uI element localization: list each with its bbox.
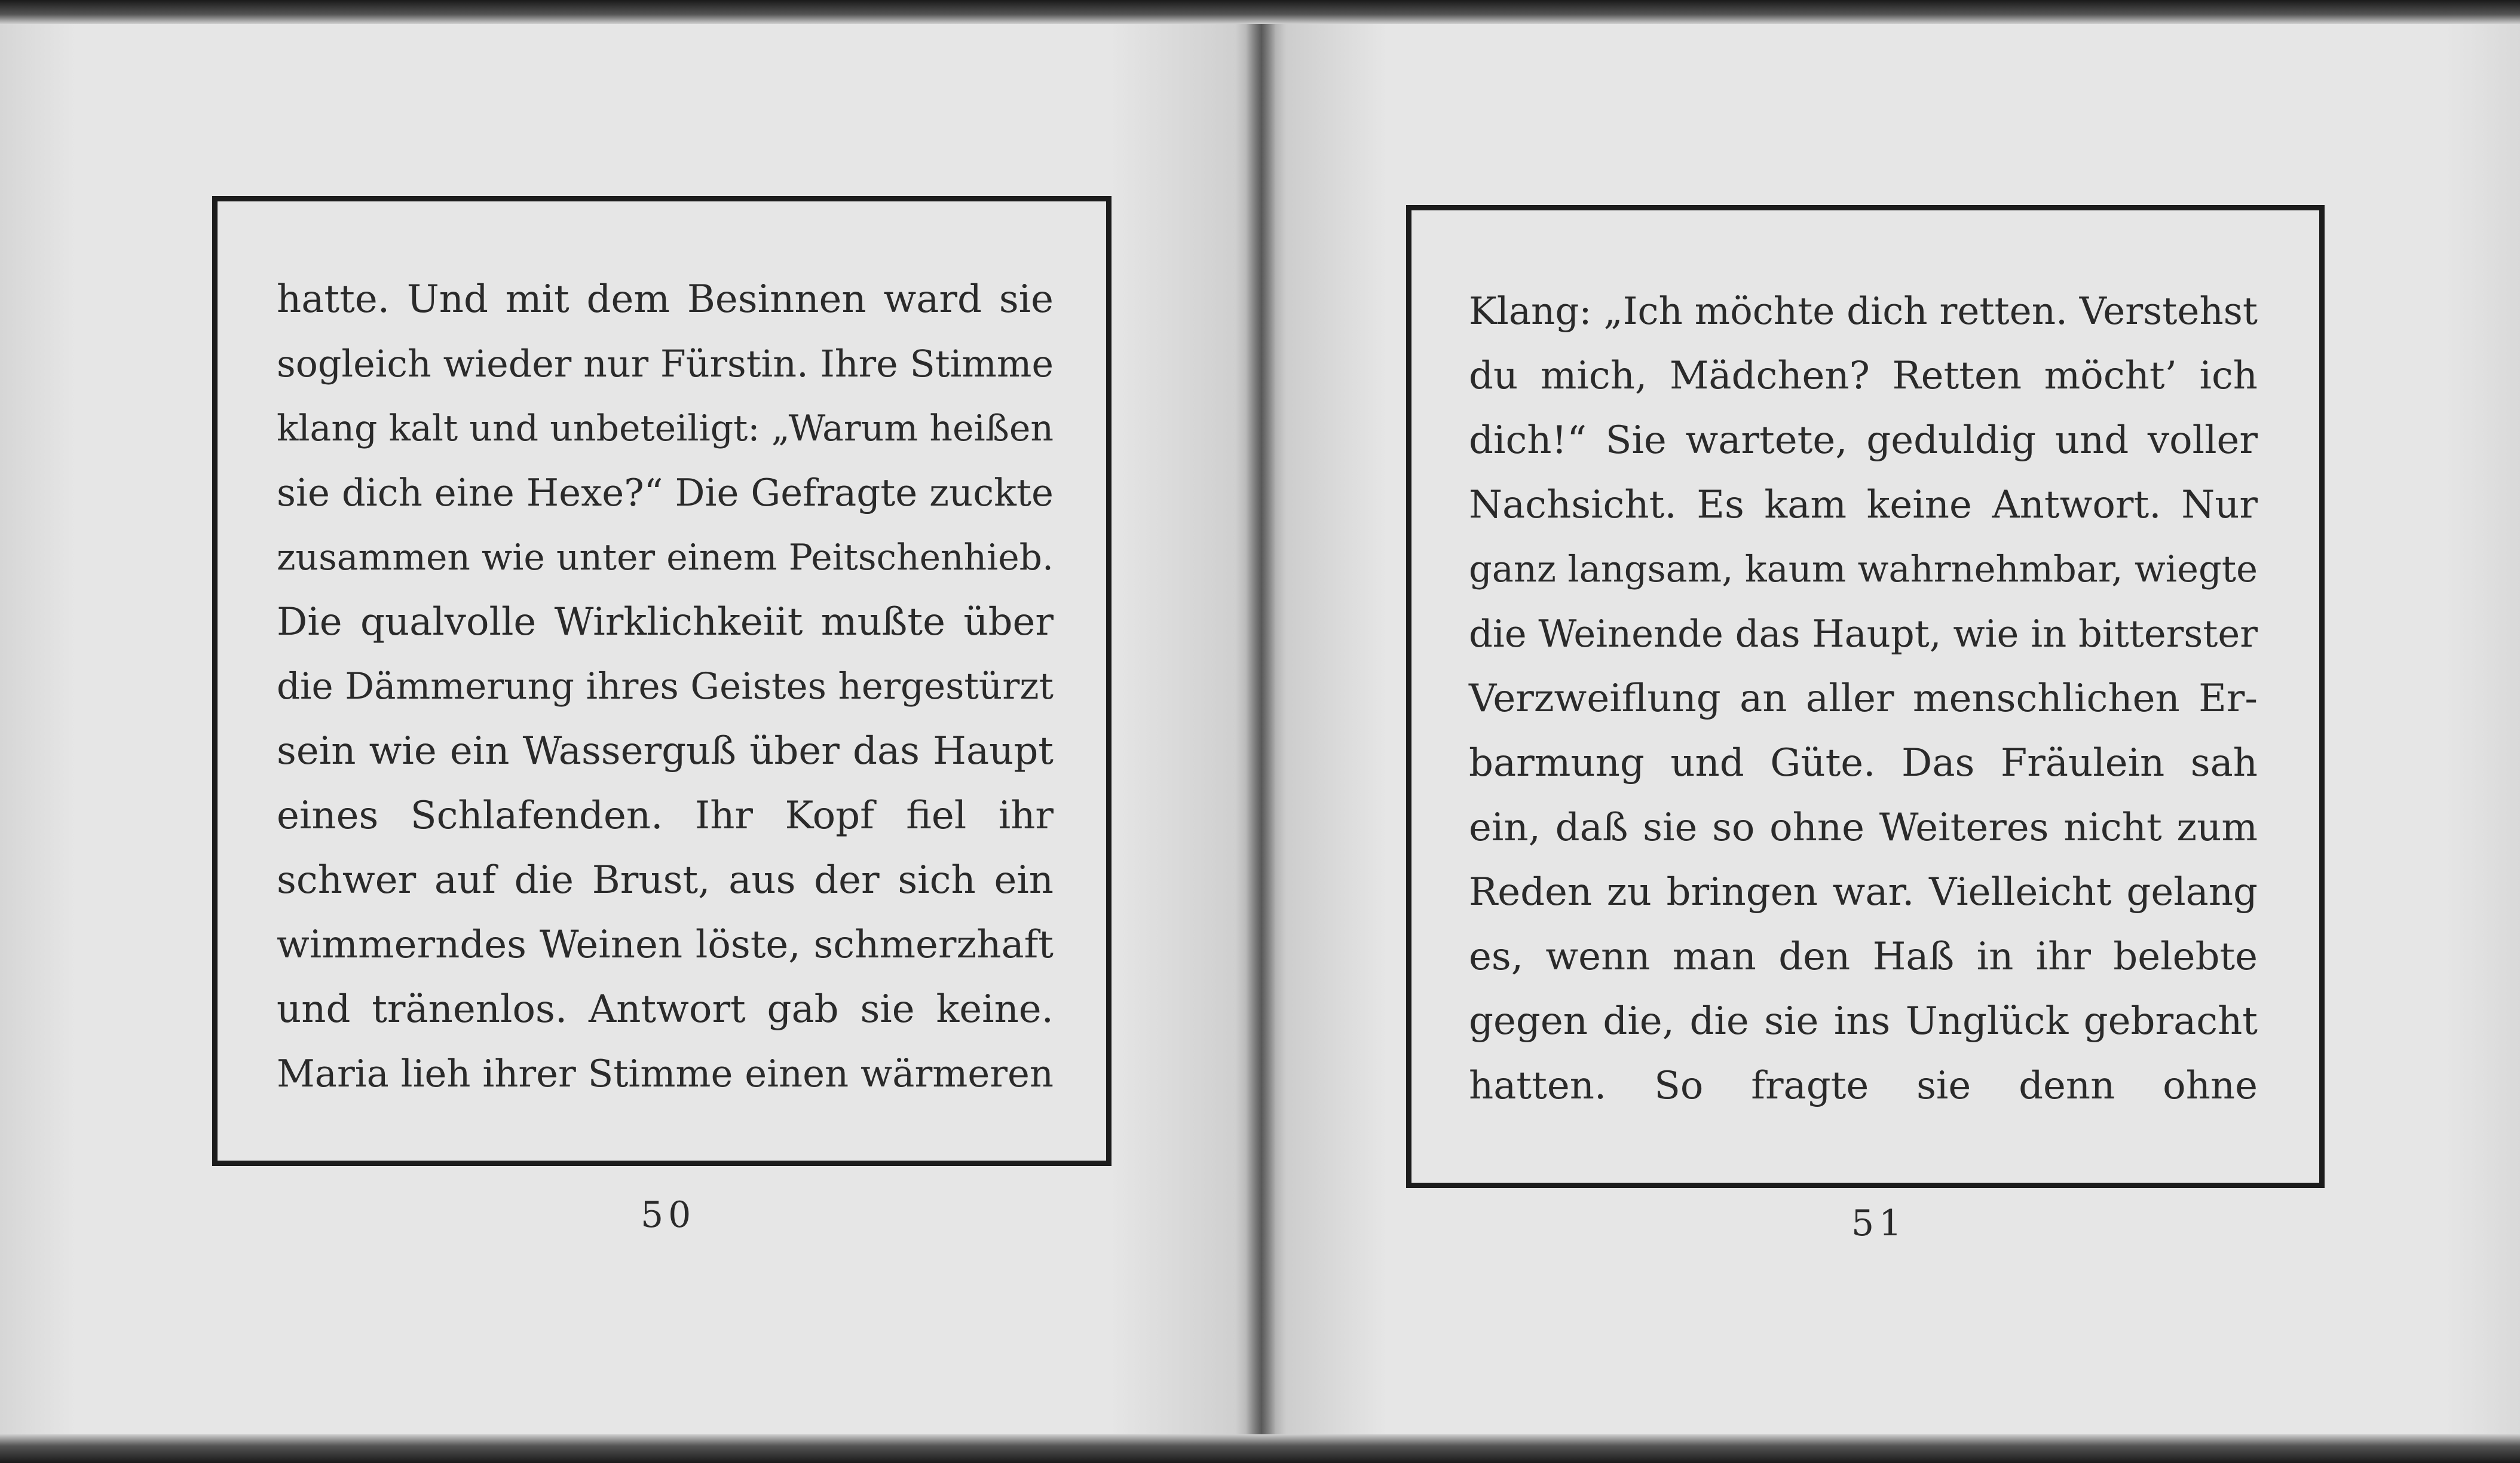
text-line: und tränenlos. Antwort gab sie keine. bbox=[277, 987, 1054, 1032]
scan-bottom-edge bbox=[0, 1434, 2520, 1463]
text-line: Verzweiflung an aller menschlichen Er- bbox=[1469, 677, 2258, 721]
text-line: ganz langsam, kaum wahrnehmbar, wiegte bbox=[1469, 549, 2258, 590]
book-gutter bbox=[1246, 24, 1276, 1434]
text-line: hatte. Und mit dem Besinnen ward sie bbox=[277, 277, 1054, 322]
text-line: Reden zu bringen war. Vielleicht gelang bbox=[1469, 870, 2258, 914]
text-line: wimmerndes Weinen löste, schmerzhaft bbox=[277, 923, 1054, 967]
text-line: Nachsicht. Es kam keine Antwort. Nur bbox=[1469, 483, 2258, 527]
left-page-text bbox=[277, 267, 1054, 1106]
page-number-right: 51 bbox=[1851, 1202, 1907, 1244]
text-line: eines Schlafenden. Ihr Kopf fiel ihr bbox=[277, 794, 1054, 838]
text-line: Maria lieh ihrer Stimme einen wärmeren bbox=[277, 1052, 1054, 1095]
text-line: die Dämmerung ihres Geistes hergestürzt bbox=[277, 665, 1054, 708]
text-line: du mich, Mädchen? Retten möcht’ ich bbox=[1469, 354, 2258, 398]
text-line: hatten. So fragte sie denn ohne bbox=[1469, 1064, 2258, 1108]
text-line: Die qualvolle Wirklichkeiit mußte über bbox=[277, 600, 1054, 644]
page-number-left: 50 bbox=[641, 1194, 696, 1236]
text-line: Klang: „Ich möchte dich retten. Verstehst bbox=[1469, 289, 2258, 333]
text-line: barmung und Güte. Das Fräulein sah bbox=[1469, 741, 2258, 785]
text-line: die Weinende das Haupt, wie in bitterster bbox=[1469, 612, 2258, 656]
text-line: ein, daß sie so ohne Weiteres nicht zum bbox=[1469, 806, 2258, 850]
text-line: schwer auf die Brust, aus der sich ein bbox=[277, 858, 1054, 902]
text-line: es, wenn man den Haß in ihr belebte bbox=[1469, 935, 2258, 979]
text-line: klang kalt und unbeteiligt: „Warum heißen bbox=[277, 408, 1054, 449]
text-line: sein wie ein Wasserguß über das Haupt bbox=[277, 729, 1054, 773]
text-line: dich!“ Sie wartete, geduldig und voller bbox=[1469, 418, 2258, 463]
text-line: sogleich wieder nur Fürstin. Ihre Stimme bbox=[277, 342, 1054, 385]
scan-top-edge bbox=[0, 0, 2520, 24]
text-line: zusammen wie unter einem Peitschenhieb. bbox=[277, 537, 1054, 579]
text-line: sie dich eine Hexe?“ Die Gefragte zuckte bbox=[277, 471, 1054, 515]
text-line: gegen die, die sie ins Unglück gebracht bbox=[1469, 999, 2258, 1043]
right-page-text bbox=[1469, 279, 2258, 1118]
